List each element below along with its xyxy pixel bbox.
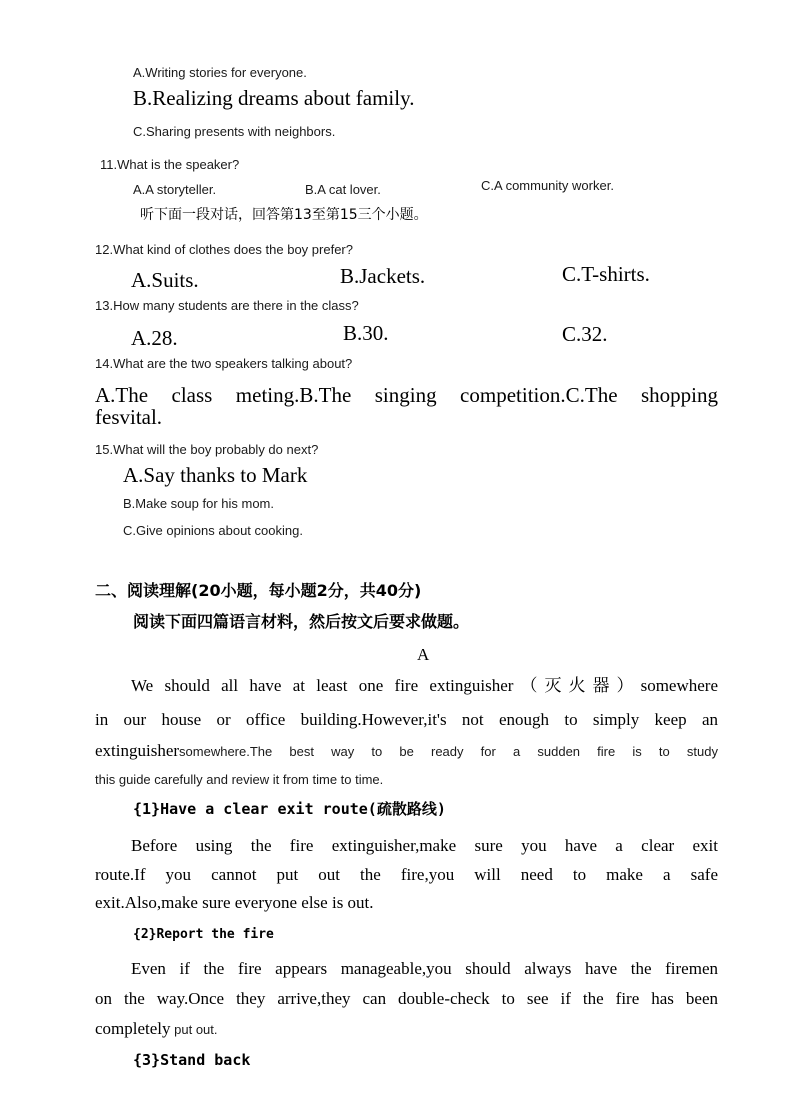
passage-p2-line2: route.If you cannot put out the fire,you will need to make a safe (95, 865, 718, 884)
passage-p1-line2: in our house or office building.However,it's not enough to simply keep an (95, 710, 718, 729)
listening-instruction: 听下面一段对话，回答第13至第15三个小题。 (140, 207, 428, 223)
q11-option-c: C.A community worker. (481, 178, 614, 193)
passage-heading-2: {2}Report the fire (133, 927, 274, 942)
passage-heading-3: {3}Stand back (133, 1051, 251, 1069)
passage-p3-line1: Even if the fire appears manageable,you should always have the firemen (131, 959, 718, 978)
passage-p3-line3 (95, 1020, 218, 1038)
q15-option-c: C.Give opinions about cooking. (123, 523, 303, 538)
q15-question: 15.What will the boy probably do next? (95, 442, 319, 457)
q12-option-c: C.T-shirts. (562, 262, 650, 286)
passage-heading-1: {1}Have a clear exit route(疏散路线) (133, 800, 446, 818)
q12-question: 12.What kind of clothes does the boy prefer? (95, 242, 353, 257)
q13-option-a: A.28. (131, 326, 178, 350)
passage-p1-line1: We should all have at least one fire extinguisher（灭火器）somewhere (131, 676, 718, 695)
q15-option-b: B.Make soup for his mom. (123, 496, 274, 511)
q13-option-c: C.32. (562, 322, 608, 346)
section-instruction: 阅读下面四篇语言材料，然后按文后要求做题。 (133, 612, 470, 631)
q10-option-b: B.Realizing dreams about family. (133, 86, 415, 110)
passage-p1-line3-rest: somewhere.The best way to be ready for a sudden fire is to study (179, 744, 718, 759)
q11-option-b: B.A cat lover. (305, 182, 381, 197)
passage-label: A (417, 645, 430, 664)
passage-p2-line3: exit.Also,make sure everyone else is out. (95, 893, 374, 912)
section-title: 二、阅读理解(20小题，每小题2分，共40分) (95, 581, 422, 600)
q14-question: 14.What are the two speakers talking about? (95, 356, 353, 371)
q11-question: 11.What is the speaker? (100, 157, 240, 172)
q11-option-a: A.A storyteller. (133, 182, 217, 197)
passage-p1-line4: this guide carefully and review it from time to time. (95, 772, 384, 787)
passage-p2-line1: Before using the fire extinguisher,make sure you have a clear exit (131, 836, 718, 855)
passage-p1-line3-start: extinguisher (95, 741, 180, 760)
q13-option-b: B.30. (343, 321, 389, 345)
passage-p3-line3-start: completely (95, 1019, 171, 1038)
q10-option-a: A.Writing stories for everyone. (133, 65, 307, 80)
q10-option-c: C.Sharing presents with neighbors. (133, 124, 336, 139)
passage-p1-line3 (95, 742, 718, 759)
q12-option-b: B.Jackets. (340, 264, 426, 288)
passage-p3-line3-rest: put out. (170, 1022, 218, 1037)
q14-options-line2: fesvital. (95, 405, 163, 429)
passage-p3-line2: on the way.Once they arrive,they can double-check to see if the fire has been (95, 989, 718, 1008)
q13-question: 13.How many students are there in the class? (95, 298, 359, 313)
q15-option-a: A.Say thanks to Mark (123, 463, 308, 487)
q12-option-a: A.Suits. (131, 268, 199, 292)
q14-options-line1: A.The class meting.B.The singing competition.C.The shopping (95, 383, 718, 407)
